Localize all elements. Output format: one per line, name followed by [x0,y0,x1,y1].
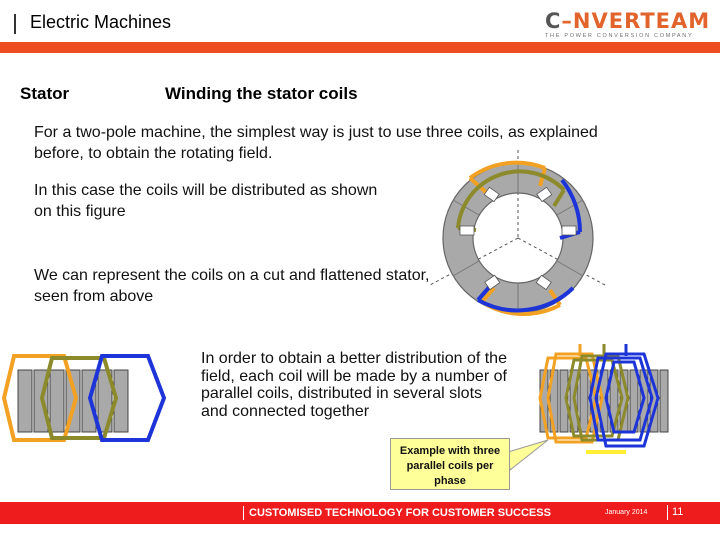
coil-orange [470,163,560,314]
coil-blue [478,180,580,310]
logo-main-text: NVERTEAM [572,9,711,33]
header-accent-bar [0,42,720,53]
coil-blue-parallel [590,344,658,446]
converteam-logo [545,10,710,39]
section-label: Stator [20,84,70,103]
page-number-divider [667,505,668,520]
footer-date: January 2014 [605,509,648,516]
paragraph-distribution: In this case the coils will be distributed as shown on this figure [34,182,378,220]
coil-orange-flat [4,356,76,440]
phase-axes [430,150,605,285]
callout-box [390,438,510,490]
callout-pointer [508,440,548,470]
coil-orange-parallel [540,344,602,442]
stator-ring [458,178,578,298]
paragraph-flattened: We can represent the coils on a cut and flattened stator, seen from above [34,267,430,305]
stator-slots-parallel [540,370,668,432]
callout-text: Example with three parallel coils per phase [399,445,501,487]
coil-olive-parallel [566,344,628,440]
header-divider [14,14,16,34]
presentation-title: Electric Machines [30,12,172,32]
logo-tagline: THE POWER CONVERSION COMPANY [545,33,694,39]
logo-dash: – [561,9,573,33]
footer-tagline: CUSTOMISED TECHNOLOGY FOR CUSTOMER SUCCESS [249,507,551,519]
coil-olive-flat [42,358,116,438]
logo-wordmark [545,10,710,32]
coil-olive [458,171,564,230]
stator-slots-simple [18,370,128,432]
logo-prefix: C [545,9,562,33]
paragraph-two-pole: For a two-pole machine, the simplest way is just to use three coils, as explained before, to obtain the rotating field. [34,124,598,162]
coil-blue-flat [90,356,164,440]
paragraph-parallel-coils: In order to obtain a better distribution of the field, each coil will be made by a number of parallel coils, distributed in several slots and connected together [201,350,507,420]
slide-title: Winding the stator coils [165,84,358,103]
page-number: 11 [672,506,684,518]
